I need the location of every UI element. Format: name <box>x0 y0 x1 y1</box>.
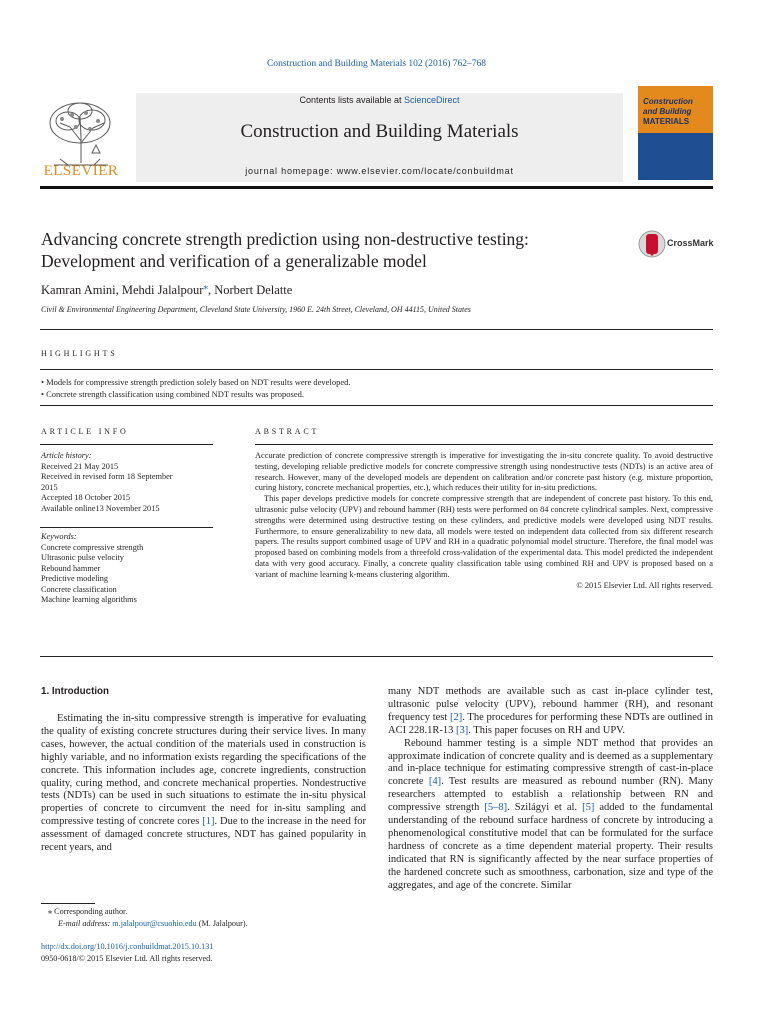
keywords-label: Keywords: <box>41 532 77 541</box>
reference-link[interactable]: [3] <box>455 724 469 736</box>
keyword-item: Machine learning algorithms <box>41 595 137 604</box>
intro-text: many NDT methods are available such as cast in-place cylinder test, ultrasonic pulse velocity (UPV), rebound hammer (RH), and resonant frequency test <box>388 686 713 723</box>
header-rule <box>40 186 713 189</box>
article-title-line1: Advancing concrete strength prediction using non-destructive testing: <box>41 229 529 249</box>
affiliation: Civil & Environmental Engineering Department, Cleveland State University, 1960 E. 24th Street, Cleveland, OH 44115, United States <box>41 305 471 314</box>
email-link[interactable]: m.jalalpour@csuohio.edu <box>112 919 197 928</box>
abstract-paragraph: Accurate prediction of concrete compressive strength is imperative for investigating the in-situ concrete quality. To avoid destructive testing, developing reliable predictive models for concrete compressive strength using nondestructive tests (NDTs) is an active area of research. However, many of the developed models are dependent on calibration and/or concrete past history (e.g. mixture proportion, curing history, concrete mechanical properties, etc.), which reduces their utility for in-situ predictions. <box>255 451 713 493</box>
received-date: Received 21 May 2015 <box>41 461 119 471</box>
keyword-item: Rebound hammer <box>41 563 101 573</box>
intro-text: Rebound hammer testing is a simple NDT method that provides an approximate indication of concrete quality and is deemed as a supplementary and in-place technique for estimating compressive strength of cast-in-place concrete <box>388 737 713 788</box>
highlight-text: Models for compressive strength prediction solely based on NDT results were developed. <box>46 377 351 387</box>
keyword-item: Concrete compressive strength <box>41 542 144 552</box>
divider <box>40 369 713 370</box>
journal-citation[interactable]: Construction and Building Materials 102 (2016) 762–768 <box>266 59 486 69</box>
corresponding-author-mark[interactable]: ⁎ <box>203 281 208 291</box>
footnote-text: Corresponding author. <box>54 907 128 916</box>
intro-left-column <box>41 713 366 855</box>
contents-line <box>136 95 623 105</box>
intro-right-column <box>388 686 713 893</box>
intro-paragraph <box>388 686 713 738</box>
intro-text: added to the fundamental understanding of the rebound surface hardness of concrete by introducing a phenomenological constitutive model that can be formulated for the surface hardness of concrete as a time dependent material property. Their results indicated that RN is significantly affected by the near surface properties of the hardened concrete such as smoothness, carbonation, size and type of the aggregates, and age of the concrete. Similar <box>388 802 713 891</box>
accepted-date: Accepted 18 October 2015 <box>41 493 131 502</box>
abstract-paragraph: This paper develops predictive models for concrete compressive strength that are independent of concrete past history. To this end, ultrasonic pulse velocity (UPV) and rebound hammer (RH) tests were performed on 84 concrete cylindrical samples. Next, compressive strengths were determined using destructive testing on these cylinders, and predictive models were developed using NDT results. Furthermore, to ensure generalizability to new data, all models were tested on independent data collected from six different research papers. The results support combined usage of UPV and RH in a quadratic polynomial model structure. Therefore, the final model was proposed based on combining models from a threefold cross-validation of the experimental data. This model predicted the independent data with very good accuracy. Finally, a concrete quality classification table using combined RH and UPV is proposed based on a variant of machine learning k-means clustering algorithm. <box>255 494 713 579</box>
online-date: Available online13 November 2015 <box>41 503 160 513</box>
divider <box>40 329 713 330</box>
keyword-item: Predictive modeling <box>41 574 109 583</box>
keywords-block <box>41 532 216 606</box>
article-title-line2: Development and verification of a generalizable model <box>41 251 427 271</box>
intro-paragraph <box>41 713 366 855</box>
divider <box>40 444 213 445</box>
divider <box>40 405 713 406</box>
email-note <box>58 918 248 930</box>
reference-link[interactable]: [2] <box>450 711 463 723</box>
intro-paragraph <box>388 738 713 893</box>
intro-text: . This paper focuses on RH and UPV. <box>468 724 626 736</box>
abstract-copyright: © 2015 Elsevier Ltd. All rights reserved. <box>576 580 713 590</box>
highlight-text: Concrete strength classification using combined NDT results was proposed. <box>46 389 304 399</box>
corresponding-author-note <box>48 906 127 918</box>
author-delatte: , Norbert Delatte <box>207 283 293 298</box>
article-history <box>41 451 216 514</box>
intro-text: . The procedures for performing these NDTs are outlined in ACI 228.1R-13 <box>388 711 713 736</box>
highlight-item: • Models for compressive strength prediction solely based on NDT results were developed. <box>41 377 351 387</box>
email-suffix: (M. Jalalpour). <box>196 919 248 928</box>
history-label: Article history: <box>41 451 92 460</box>
highlight-item: • Concrete strength classification using combined NDT results was proposed. <box>41 389 304 399</box>
divider <box>255 444 713 445</box>
contents-prefix: Contents lists available at <box>299 95 405 105</box>
sciencedirect-link[interactable]: ScienceDirect <box>404 95 460 105</box>
highlights-heading: HIGHLIGHTS <box>41 349 118 358</box>
reference-link[interactable]: [5] <box>582 802 595 814</box>
reference-link[interactable]: [1] <box>202 816 215 828</box>
article-info-heading: ARTICLE INFO <box>41 427 129 436</box>
revised-date: Received in revised form 18 September <box>41 472 173 481</box>
footnote-rule <box>41 903 95 904</box>
journal-cover-image <box>638 86 713 180</box>
intro-text: Estimating the in-situ compressive strength is imperative for evaluating the quality of existing concrete structures during their service lives. In many cases, however, the actual condition of the materials used in construction is highly variable, and no information exists regarding the specifications of the concrete. This information includes age, concrete ingredients, construction quality, curing method, and concrete mechanical properties. Nondestructive tests (NDTs) can be used in such situations to estimate the in-situ physical properties of concrete to circumvent the need for in-situ sampling and compressive testing of concrete cores <box>41 713 366 828</box>
cover-title-line1: Construction <box>643 97 693 106</box>
abstract-body <box>255 451 713 591</box>
intro-text: . Due to the increase in the need for assessment of damaged concrete structures, NDT has gained popularity in recent years, and <box>41 816 366 854</box>
issn-line: 0950-0618/© 2015 Elsevier Ltd. All rights reserved. <box>41 954 213 963</box>
footnote-mark: ⁎ <box>48 907 53 916</box>
article-title <box>41 228 631 272</box>
revised-date-year: 2015 <box>41 482 58 492</box>
reference-link[interactable]: [5–8] <box>484 802 508 814</box>
intro-text: . Test results are measured as rebound number (RN). Many researchers attempted to establish a relationship between RN and compressive strength <box>388 776 713 814</box>
elsevier-logo <box>40 93 122 181</box>
author-jalalpour: Mehdi Jalalpour <box>121 283 204 298</box>
reference-link[interactable]: [4] <box>428 776 442 788</box>
abstract-heading: ABSTRACT <box>255 427 320 436</box>
author-amini: Kamran Amini, <box>41 283 122 298</box>
keyword-item: Ultrasonic pulse velocity <box>41 553 124 562</box>
crossmark-label[interactable]: CrossMark <box>667 238 714 248</box>
journal-title: Construction and Building Materials <box>240 121 519 142</box>
divider <box>40 656 713 657</box>
divider <box>40 527 213 528</box>
intro-text: . Szilágyi et al. <box>507 802 583 814</box>
author-list <box>41 281 292 298</box>
section-heading: 1. Introduction <box>41 686 110 697</box>
keyword-item: Concrete classification <box>41 584 117 594</box>
cover-title <box>643 97 709 127</box>
cover-title-line2: and Building <box>643 107 692 116</box>
doi-link[interactable]: http://dx.doi.org/10.1016/j.conbuildmat.2015.10.131 <box>41 942 214 951</box>
email-label: E-mail address: <box>58 919 113 928</box>
elsevier-wordmark: ELSEVIER <box>43 163 119 179</box>
journal-homepage[interactable]: journal homepage: www.elsevier.com/locate/conbuildmat <box>245 166 514 176</box>
cover-title-line3: MATERIALS <box>643 117 690 126</box>
